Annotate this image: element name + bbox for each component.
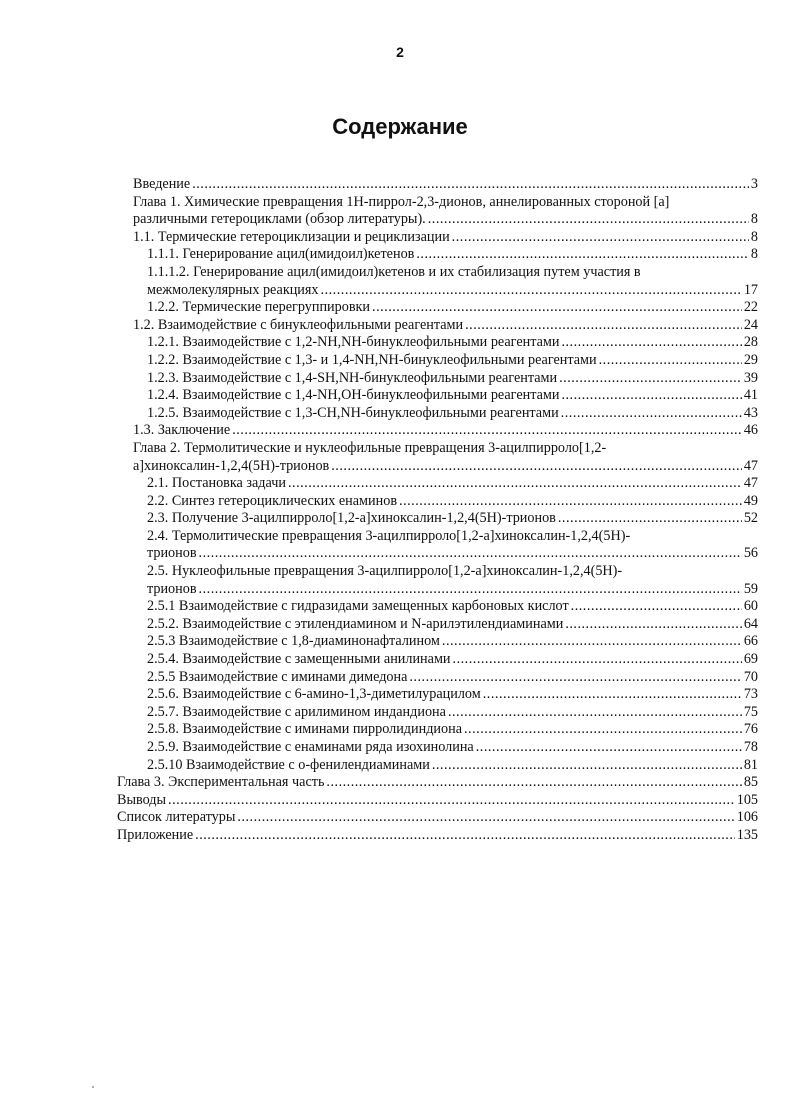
toc-leader-dots [599, 352, 742, 370]
toc-entry [0, 317, 800, 335]
toc-entry [0, 370, 800, 388]
toc-entry [0, 651, 800, 669]
toc-entry-page: 39 [743, 369, 758, 386]
toc-entry [0, 721, 800, 739]
toc-leader-dots [288, 475, 742, 493]
toc-entry-page: 75 [743, 703, 758, 720]
toc-entry-label: a]хиноксалин-1,2,4(5H)-трионов [133, 457, 330, 474]
toc-entry-label: 2.5.3 Взаимодействие с 1,8-диаминонафталином [147, 633, 440, 650]
toc-entry-page: 56 [743, 545, 758, 562]
toc-leader-dots [561, 334, 741, 352]
toc-entry-label: 2.5.8. Взаимодействие с иминами пирролидиндиона [147, 721, 462, 738]
toc-entry-label: Введение [133, 176, 191, 192]
toc-leader-dots [232, 422, 742, 440]
toc-leader-dots [558, 510, 742, 528]
toc-leader-dots [199, 581, 742, 599]
toc-entry-label: Список литературы [117, 809, 236, 826]
toc-leader-dots [483, 686, 742, 704]
toc-entry-label: межмолекулярных реакциях [147, 281, 319, 298]
toc-entry-line: 2.4. Термолитические превращения 3-ацилпирроло[1,2-a]хиноксалин-1,2,4(5H)- [147, 527, 631, 544]
toc-entry [0, 475, 800, 493]
toc-entry-page: 78 [743, 739, 758, 755]
toc-entry-label: 1.2. Взаимодействие с бинуклеофильными реагентами [133, 316, 464, 333]
toc-entry [0, 229, 800, 247]
toc-entry-label: 2.5.10 Взаимодействие с o-фенилендиаминами [147, 756, 430, 773]
toc-entry [0, 739, 800, 757]
toc-entry-page: 73 [743, 686, 758, 703]
toc-entry [0, 246, 800, 264]
toc-entry-chapter-3 [0, 774, 800, 792]
toc-entry-page: 81 [743, 756, 758, 773]
toc-leader-dots [448, 704, 742, 722]
toc-entry-label: 1.2.3. Взаимодействие с 1,4-SH,NH-бинуклеофильными реагентами [147, 369, 558, 386]
toc-leader-dots [168, 792, 735, 810]
toc-entry-page: 106 [736, 809, 758, 826]
toc-leader-dots [399, 493, 742, 511]
toc-entry [0, 334, 800, 352]
toc-entry-page: 66 [743, 633, 758, 650]
toc-leader-dots [561, 405, 742, 423]
toc-entry-label: 2.5.6. Взаимодействие с 6-амино-1,3-диметилурацилом [147, 686, 481, 703]
toc-leader-dots [199, 545, 742, 563]
toc-leader-dots [453, 651, 742, 669]
toc-entry-label: трионов [147, 545, 197, 562]
toc-entry-page: 28 [743, 334, 758, 351]
toc-entry [0, 633, 800, 651]
toc-entry-label: 2.5.7. Взаимодействие с арилимином индандиона [147, 703, 446, 720]
toc-entry-page: 49 [743, 492, 758, 509]
toc-entry [0, 299, 800, 317]
toc-leader-dots [416, 246, 749, 264]
toc-entry [0, 704, 800, 722]
toc-entry-chapter-2 [0, 458, 800, 476]
toc-entry-label: 1.2.2. Взаимодействие с 1,3- и 1,4-NH,NH-бинуклеофильными реагентами [147, 351, 597, 368]
toc-leader-dots [476, 739, 742, 757]
toc-entry-line: Глава 1. Химические превращения 1H-пиррол-2,3-дионов, аннелированных стороной [a] [133, 193, 670, 210]
toc-leader-dots [331, 458, 742, 476]
toc-entry [0, 545, 800, 563]
page-number: 2 [396, 44, 404, 60]
toc-entry-label: различными гетероциклами (обзор литературы). [133, 211, 426, 228]
toc-leader-dots [321, 282, 742, 300]
toc-entry-page: 60 [743, 598, 758, 615]
toc-entry [0, 387, 800, 405]
toc-entry-line: 1.1.1.2. Генерирование ацил(имидоил)кетенов и их стабилизация путем участия в [147, 263, 641, 280]
toc-entry [0, 757, 800, 775]
toc-entry-page: 22 [743, 299, 758, 316]
toc-leader-dots [372, 299, 742, 317]
toc-entry-label: 2.5.9. Взаимодействие с енаминами ряда изохинолина [147, 739, 474, 755]
toc-entry-page: 29 [743, 351, 758, 368]
toc-entry [0, 282, 800, 300]
toc-leader-dots [442, 633, 742, 651]
toc-leader-dots [432, 757, 742, 775]
toc-entry [0, 510, 800, 528]
toc-entry-page: 3 [750, 176, 758, 192]
toc-entry-label: 2.5.5 Взаимодействие с иминами димедона [147, 668, 408, 685]
toc-entry-page: 135 [736, 826, 758, 843]
toc-entry-references [0, 809, 800, 827]
toc-entry-chapter-1 [0, 211, 800, 229]
toc-entry-label: 1.2.5. Взаимодействие с 1,3-CH,NH-бинуклеофильными реагентами [147, 404, 559, 421]
toc-entry [0, 405, 800, 423]
toc-entry-label: 1.2.2. Термические перегруппировки [147, 299, 371, 316]
toc-leader-dots [571, 598, 742, 616]
toc-entry [0, 493, 800, 511]
toc-entry-label: 1.3. Заключение [133, 422, 231, 439]
toc-leader-dots [565, 616, 742, 634]
toc-entry-line: 2.5. Нуклеофильные превращения 3-ацилпирроло[1,2-a]хиноксалин-1,2,4(5H)- [147, 563, 623, 580]
toc-leader-dots [195, 827, 735, 845]
toc-entry-page: 76 [743, 721, 758, 738]
toc-entry [0, 686, 800, 704]
toc-entry-page: 41 [743, 387, 758, 404]
toc-entry-label: 2.1. Постановка задачи [147, 475, 286, 492]
toc-leader-dots [192, 176, 749, 194]
toc-entry [0, 581, 800, 599]
toc-entry-page: 46 [743, 422, 758, 439]
toc-entry-conclusions [0, 792, 800, 810]
toc-entry [0, 352, 800, 370]
page-title: Содержание [332, 114, 468, 139]
toc-leader-dots [464, 721, 742, 739]
toc-entry-label: 2.5.2. Взаимодействие с этилендиамином и N-арилэтилендиаминами [147, 615, 564, 632]
toc-entry-page: 8 [750, 211, 758, 228]
toc-entry-line: Глава 2. Термолитические и нуклеофильные превращения 3-ацилпирроло[1,2- [133, 439, 607, 456]
toc-entry-label: Приложение [117, 826, 194, 843]
table-of-contents [0, 176, 800, 845]
toc-entry-page: 8 [750, 246, 758, 263]
toc-entry-page: 17 [743, 281, 758, 298]
toc-entry-page: 47 [743, 475, 758, 492]
toc-entry-appendix [0, 827, 800, 845]
toc-entry-label: 2.3. Получение 3-ацилпирроло[1,2-a]хиноксалин-1,2,4(5H)-трионов [147, 510, 556, 527]
toc-entry-page: 24 [743, 316, 758, 333]
toc-entry-page: 105 [736, 791, 758, 808]
scan-speck [92, 1086, 94, 1088]
toc-entry-label: 2.2. Синтез гетероциклических енаминов [147, 492, 398, 509]
toc-entry-page: 59 [743, 580, 758, 597]
toc-leader-dots [409, 669, 741, 687]
toc-leader-dots [559, 370, 742, 388]
toc-entry-label: 1.2.4. Взаимодействие с 1,4-NH,OH-бинуклеофильными реагентами [147, 387, 560, 404]
toc-entry-label: трионов [147, 580, 197, 597]
toc-entry-label: Глава 3. Экспериментальная часть [117, 774, 325, 791]
toc-entry-introduction [0, 176, 800, 194]
toc-leader-dots [452, 229, 749, 247]
toc-entry-label: 2.5.1 Взаимодействие с гидразидами замещенных карбоновых кислот [147, 598, 569, 615]
toc-leader-dots [561, 387, 741, 405]
toc-leader-dots [237, 809, 734, 827]
toc-entry-label: 2.5.4. Взаимодействие с замещенными анилинами [147, 651, 451, 668]
toc-leader-dots [326, 774, 741, 792]
toc-entry-page: 64 [743, 615, 758, 632]
toc-entry-label: Выводы [117, 791, 167, 808]
toc-entry-page: 70 [743, 668, 758, 685]
toc-entry-label: 1.1.1. Генерирование ацил(имидоил)кетенов [147, 246, 415, 263]
toc-entry-page: 85 [743, 774, 758, 791]
toc-entry [0, 598, 800, 616]
toc-leader-dots [465, 317, 742, 335]
toc-entry [0, 422, 800, 440]
toc-entry-page: 8 [750, 228, 758, 245]
toc-entry [0, 616, 800, 634]
toc-entry-page: 52 [743, 510, 758, 527]
toc-entry-page: 47 [743, 457, 758, 474]
toc-leader-dots [428, 211, 749, 229]
toc-entry-page: 43 [743, 404, 758, 421]
toc-entry-label: 1.2.1. Взаимодействие с 1,2-NH,NH-бинуклеофильными реагентами [147, 334, 560, 351]
toc-entry-page: 69 [743, 651, 758, 668]
toc-entry-label: 1.1. Термические гетероциклизации и рециклизации [133, 228, 450, 245]
toc-entry [0, 669, 800, 687]
